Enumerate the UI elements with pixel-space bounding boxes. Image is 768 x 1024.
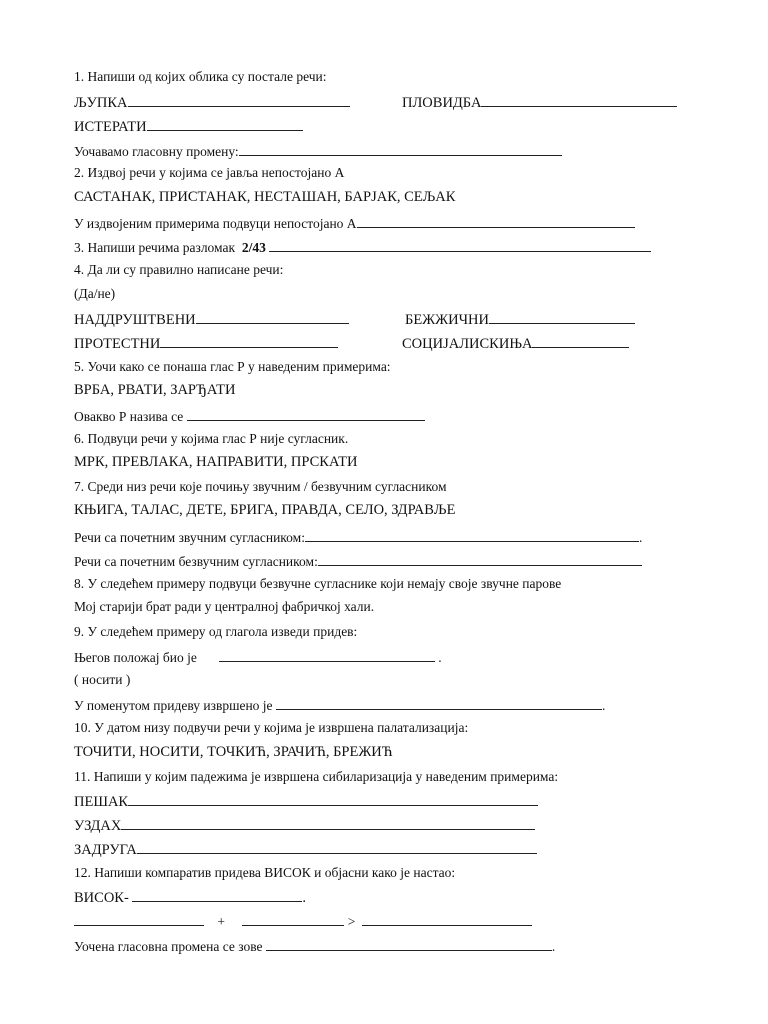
answer-blank-pesak[interactable] <box>128 793 538 806</box>
sentence-period: . <box>438 650 442 665</box>
question-10-words: ТОЧИТИ, НОСИТИ, ТОЧКИЋ, ЗРАЧИЋ, БРЕЖИЋ <box>74 744 393 760</box>
question-2-task: У издвојеним примерима подвуци непостојано А <box>74 216 357 231</box>
question-3-title: 3. Напиши речима разломак <box>74 240 236 255</box>
word-naddrustveni: НАДДРУШТВЕНИ <box>74 312 196 328</box>
voiced-period: . <box>638 530 643 545</box>
answer-blank-zadruga[interactable] <box>137 841 537 854</box>
word-isterati: ИСТЕРАТИ <box>74 119 147 135</box>
question-9-sentence-row <box>74 649 442 665</box>
answer-blank-formula-2[interactable] <box>242 913 344 926</box>
question-2-words: САСТАНАК, ПРИСТАНАК, НЕСТАШАН, БАРЈАК, СЕЉАК <box>74 189 456 205</box>
question-8-title: 8. У следећем примеру подвуци безвучне сугласнике који немају своје звучне парове <box>74 576 562 591</box>
question-3-row <box>74 239 651 255</box>
word-bezzicni: БЕЖЖИЧНИ <box>405 312 490 328</box>
question-12-note: Уочена гласовна промена се зове <box>74 939 263 954</box>
word-plovidba: ПЛОВИДБА <box>402 95 482 111</box>
plus-sign: + <box>217 914 225 929</box>
question-6-title: 6. Подвуци речи у којима глас Р није сугласник. <box>74 431 349 446</box>
question-10-title: 10. У датом низу подвучи речи у којима је извршена палатализација: <box>74 720 469 735</box>
task-period: . <box>601 698 606 713</box>
note-period: . <box>551 939 556 954</box>
answer-blank-unstable-a[interactable] <box>357 215 635 228</box>
question-12-formula-row <box>74 913 532 929</box>
question-7-voiceless-row <box>74 553 642 569</box>
word-socijaliskinja: СОЦИЈАЛИСКИЊА <box>402 336 533 352</box>
question-1-note-row <box>74 143 562 159</box>
answer-blank-uzdah[interactable] <box>121 817 535 830</box>
question-8-sentence: Мој старији брат ради у централној фабричкој хали. <box>74 599 375 614</box>
question-12-title: 12. Напиши компаратив придева ВИСОК и објасни како је настао: <box>74 865 456 880</box>
answer-blank-r-name[interactable] <box>187 408 425 421</box>
question-4-row-1 <box>74 311 654 328</box>
question-1-row-1 <box>74 94 694 111</box>
word-uzdah: УЗДАХ <box>74 818 122 834</box>
fraction-value: 2/43 <box>241 240 266 255</box>
answer-blank-change[interactable] <box>276 697 602 710</box>
question-11-row-2 <box>74 817 535 834</box>
question-7-title: 7. Среди низ речи које почињу звучним / безвучним сугласником <box>74 479 447 494</box>
question-11-row-3 <box>74 841 537 858</box>
word-pesak: ПЕШАК <box>74 794 129 810</box>
question-4-row-2 <box>74 335 654 352</box>
answer-blank-sound-change-12[interactable] <box>266 938 552 951</box>
voiceless-consonant-label: Речи са почетним безвучним сугласником: <box>74 554 318 569</box>
question-11-title: 11. Напиши у којим падежима је извршена сибиларизација у наведеним примерима: <box>74 769 559 784</box>
answer-blank-isterati[interactable] <box>147 118 303 131</box>
question-5-task: Овакво Р назива се <box>74 409 184 424</box>
greater-than-sign: > <box>347 914 356 929</box>
voiced-consonant-label: Речи са почетним звучним сугласником: <box>74 530 305 545</box>
answer-blank-protestni[interactable] <box>160 335 338 348</box>
question-9-sentence: Његов положај био је <box>74 650 197 665</box>
answer-blank-comparative[interactable] <box>132 889 302 902</box>
answer-blank-formula-1[interactable] <box>74 913 204 926</box>
word-protestni: ПРОТЕСТНИ <box>74 336 161 352</box>
question-12-word-row <box>74 889 306 906</box>
question-4-title: 4. Да ли су правилно написане речи: <box>74 262 284 277</box>
answer-blank-naddrustveni[interactable] <box>196 311 349 324</box>
question-7-voiced-row <box>74 529 642 545</box>
question-12-note-row <box>74 938 555 954</box>
question-2-task-row <box>74 215 635 231</box>
answer-blank-socijaliskinja[interactable] <box>532 335 629 348</box>
question-9-title: 9. У следећем примеру од глагола изведи придев: <box>74 624 358 639</box>
answer-blank-formula-3[interactable] <box>362 913 532 926</box>
question-9-verb: ( носити ) <box>74 672 131 687</box>
word-visok: ВИСОК- <box>74 890 129 906</box>
answer-blank-bezzicni[interactable] <box>489 311 635 324</box>
answer-blank-voiceless[interactable] <box>318 553 642 566</box>
question-6-words: МРК, ПРЕВЛАКА, НАПРАВИТИ, ПРСКАТИ <box>74 454 358 470</box>
question-9-task-row <box>74 697 605 713</box>
question-7-words: КЊИГА, ТАЛАС, ДЕТЕ, БРИГА, ПРАВДА, СЕЛО, ЗДРАВЉЕ <box>74 502 456 518</box>
answer-blank-voiced[interactable] <box>305 529 639 542</box>
question-2-title: 2. Издвој речи у којима се јавља непостојано А <box>74 165 345 180</box>
question-5-words: ВРБА, РВАТИ, ЗАРЂАТИ <box>74 382 236 398</box>
answer-blank-adjective[interactable] <box>219 649 435 662</box>
word-period: . <box>302 890 307 906</box>
answer-blank-fraction[interactable] <box>269 239 651 252</box>
question-9-task: У поменутом придеву извршено је <box>74 698 273 713</box>
question-1-note: Уочавамо гласовну промену: <box>74 144 239 159</box>
answer-blank-sound-change-1[interactable] <box>239 143 562 156</box>
answer-blank-ljupka[interactable] <box>128 94 350 107</box>
word-ljupka: ЉУПКА <box>74 95 128 111</box>
question-1-row-2 <box>74 118 303 135</box>
word-zadruga: ЗАДРУГА <box>74 842 137 858</box>
question-1-title: 1. Напиши од којих облика су постале речи: <box>74 69 327 84</box>
question-4-hint: (Да/не) <box>74 286 116 301</box>
question-5-task-row <box>74 408 425 424</box>
answer-blank-plovidba[interactable] <box>481 94 677 107</box>
question-11-row-1 <box>74 793 538 810</box>
question-5-title: 5. Уочи како се понаша глас Р у наведеним примерима: <box>74 359 391 374</box>
